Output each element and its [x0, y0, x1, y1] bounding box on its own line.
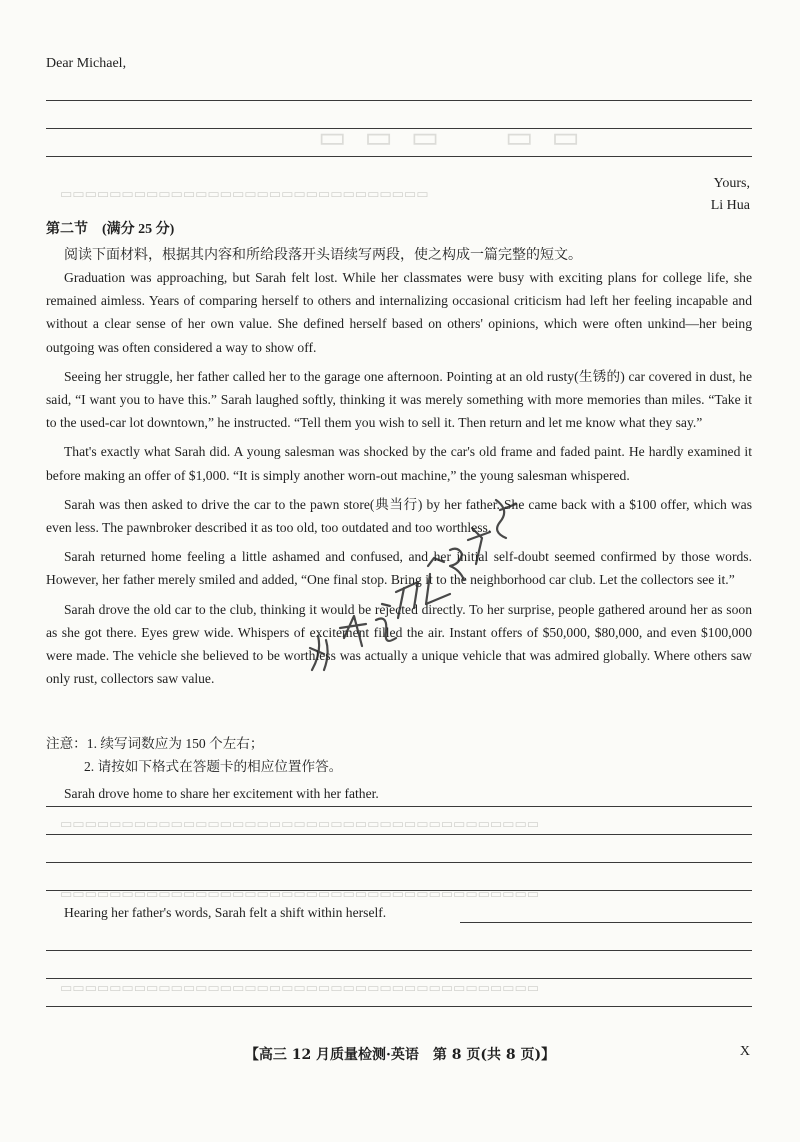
letter-closing: Yours,: [713, 176, 750, 191]
writing-line: [46, 806, 752, 807]
bleed-through-text: ▭▭▭▭▭▭▭▭▭▭▭▭▭▭▭▭▭▭▭▭▭▭▭▭▭▭▭▭▭▭: [60, 186, 429, 201]
bleed-through-text: ▭▭▭▭▭▭▭▭▭▭▭▭▭▭▭▭▭▭▭▭▭▭▭▭▭▭▭▭▭▭▭▭▭▭▭▭▭▭▭: [60, 816, 540, 831]
paragraph-starter-2: Hearing her father's words, Sarah felt a shift within herself.: [64, 905, 387, 920]
story-paragraph: That's exactly what Sarah did. A young salesman was shocked by the car's old frame and faded paint. He hardly examined it before making an offer of $1,000. “It is simply another worn-out machine,” the young salesman whispered.: [46, 444, 752, 483]
section-instruction: 阅读下面材料，根据其内容和所给段落开头语续写两段，使之构成一篇完整的短文。: [64, 248, 582, 263]
writing-line: [46, 1006, 752, 1007]
letter-signature: Li Hua: [710, 198, 750, 213]
story-paragraph: Sarah drove the old car to the club, thinking it would be rejected directly. To her surprise, people gathered around her as soon as she got there. Eyes grew wide. Whispers of excitement filled the air. Instant offers of $50,000, $80,000, and even $100,000 were made. The vehicle she believed to be worthless was actually a unique vehicle that was admired globally. Where others saw only rust, collectors saw value.: [46, 601, 752, 687]
letter-salutation: Dear Michael,: [46, 56, 127, 71]
story-paragraph: Graduation was approaching, but Sarah felt lost. While her classmates were busy with exciting plans for college life, she remained aimless. Years of comparing herself to others and internalizing occasional criticism had left her feeling incapable and without a clear sense of her own value. She defined herself based on others' opinions, which were often unkind—her being outgoing was often considered a way to show off.: [46, 270, 752, 355]
story-paragraph: Sarah returned home feeling a little ashamed and confused, and her initial self-doubt seemed confirmed by those words. However, her father merely smiled and added, “One final stop. Bring it to the neighborhood car club. Let the collectors see it.”: [46, 549, 752, 588]
writing-line: [46, 834, 752, 835]
page-footer: 【高三 12 月质量检测·英语 第 8 页(共 8 页)】: [244, 1047, 556, 1063]
bleed-through-text: ▭▭▭▭▭▭▭▭▭▭▭▭▭▭▭▭▭▭▭▭▭▭▭▭▭▭▭▭▭▭▭▭▭▭▭▭▭▭▭: [60, 886, 540, 901]
writing-line: [46, 950, 752, 951]
footer-mark: X: [739, 1044, 750, 1059]
writing-line: [46, 862, 752, 863]
story-paragraph: Seeing her struggle, her father called her to the garage one afternoon. Pointing at an old rusty(生锈的) car covered in dust, he said, “I want you to have this.” Sarah laughed softly, thinking it was merely something with more memories than miles. “Take it to the used-car lot downtown,” he instructed. “Tell them you wish to sell it. Then return and let me know what they say.”: [46, 368, 752, 431]
writing-line: [46, 978, 752, 979]
paragraph-starter-1: Sarah drove home to share her excitement with her father.: [64, 786, 379, 801]
note-item: 2. 请按如下格式在答题卡的相应位置作答。: [84, 759, 343, 774]
bleed-through-text: ▭▭▭▭▭▭▭▭▭▭▭▭▭▭▭▭▭▭▭▭▭▭▭▭▭▭▭▭▭▭▭▭▭▭▭▭▭▭▭: [60, 980, 540, 995]
story-paragraph: Sarah was then asked to drive the car to the pawn store(典当行) by her father. She came back with a $100 offer, which was even less. The pawnbroker described it as too old, too outdated and too worthless.: [46, 496, 752, 536]
writing-line: [46, 156, 752, 157]
notes-block: [46, 732, 342, 778]
writing-line: [46, 890, 752, 891]
writing-line: [46, 128, 752, 129]
bleed-through-title: ▭▭▭ ▭▭: [318, 121, 598, 154]
story-passage: [46, 266, 752, 696]
note-item: 注意：1. 续写词数应为 150 个左右；: [46, 736, 264, 751]
section-title: 第二节 (满分 25 分): [46, 222, 175, 237]
writing-line: [460, 922, 752, 923]
writing-line: [46, 100, 752, 101]
